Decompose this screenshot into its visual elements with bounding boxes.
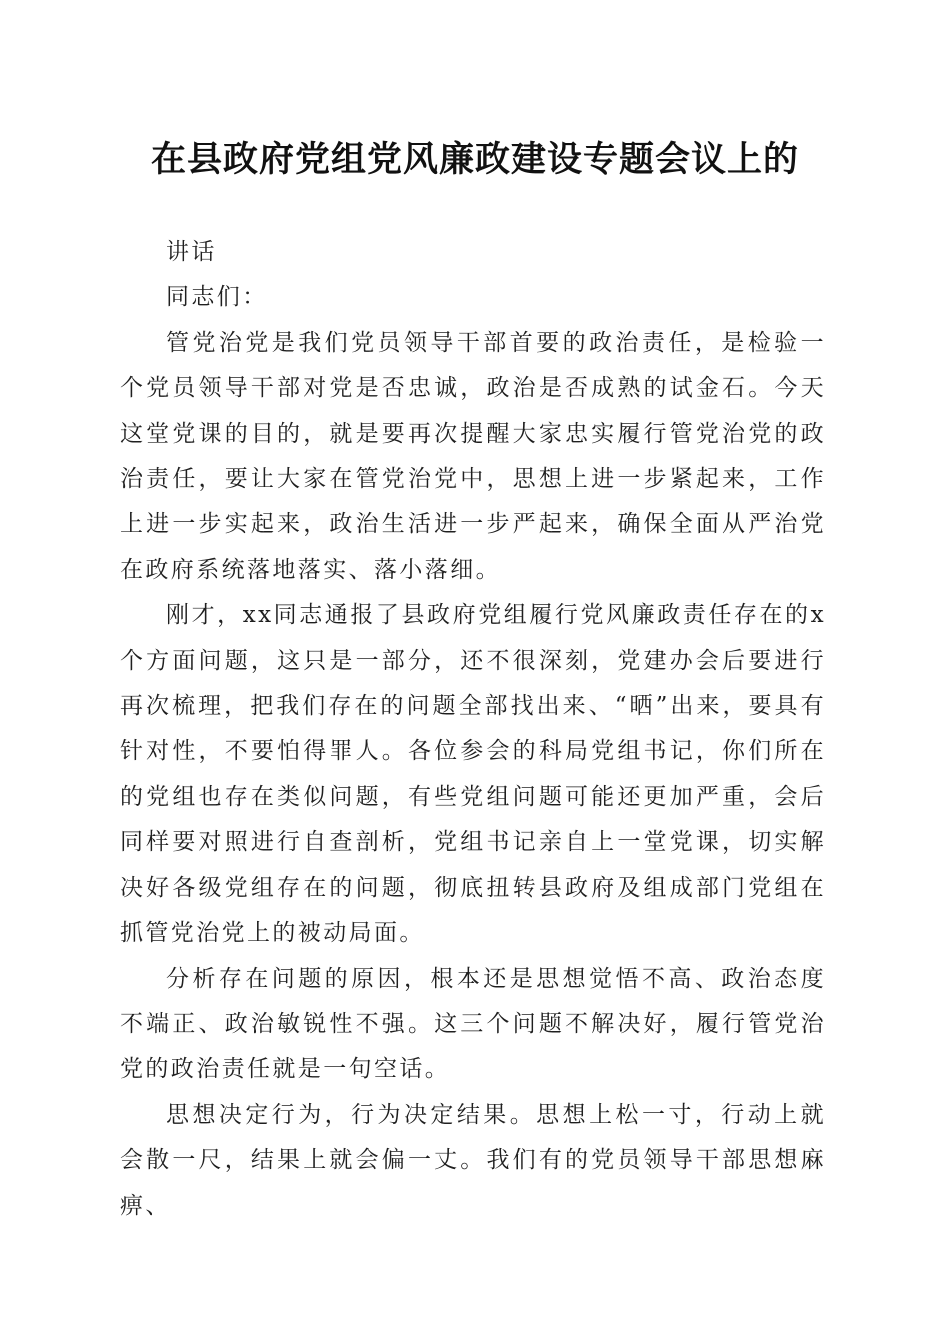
paragraph-1: 管党治党是我们党员领导干部首要的政治责任，是检验一个党员领导干部对党是否忠诚，政治是否成熟的试金石。今天这堂党课的目的，就是要再次提醒大家忠实履行管党治党的政治责任，要让大家在管党治党中，思想上进一步紧起来，工作上进一步实起来，政治生活进一步严起来，确保全面从严治党在政府系统落地落实、落小落细。: [120, 329, 826, 583]
paragraph-4: 思想决定行为，行为决定结果。思想上松一寸，行动上就会散一尺，结果上就会偏一丈。我们有的党员领导干部思想麻痹、: [120, 1101, 826, 1219]
paragraph-2: 刚才，xx同志通报了县政府党组履行党风廉政责任存在的x个方面问题，这只是一部分，还不很深刻，党建办会后要进行再次梳理，把我们存在的问题全部找出来、“晒”出来，要具有针对性，不要怕得罪人。各位参会的科局党组书记，你们所在的党组也存在类似问题，有些党组问题可能还更加严重，会后同样要对照进行自查剖析，党组书记亲自上一堂党课，切实解决好各级党组存在的问题，彻底扭转县政府及组成部门党组在抓管党治党上的被动局面。: [120, 602, 826, 947]
paragraph-3: 分析存在问题的原因，根本还是思想觉悟不高、政治态度不端正、政治敏锐性不强。这三个问题不解决好，履行管党治党的政治责任就是一句空话。: [120, 965, 826, 1083]
document-title: 在县政府党组党风廉政建设专题会议上的: [150, 139, 799, 180]
document-body: [120, 230, 826, 1229]
subtitle-line: 讲话: [166, 239, 217, 265]
salutation: 同志们：: [166, 284, 268, 311]
